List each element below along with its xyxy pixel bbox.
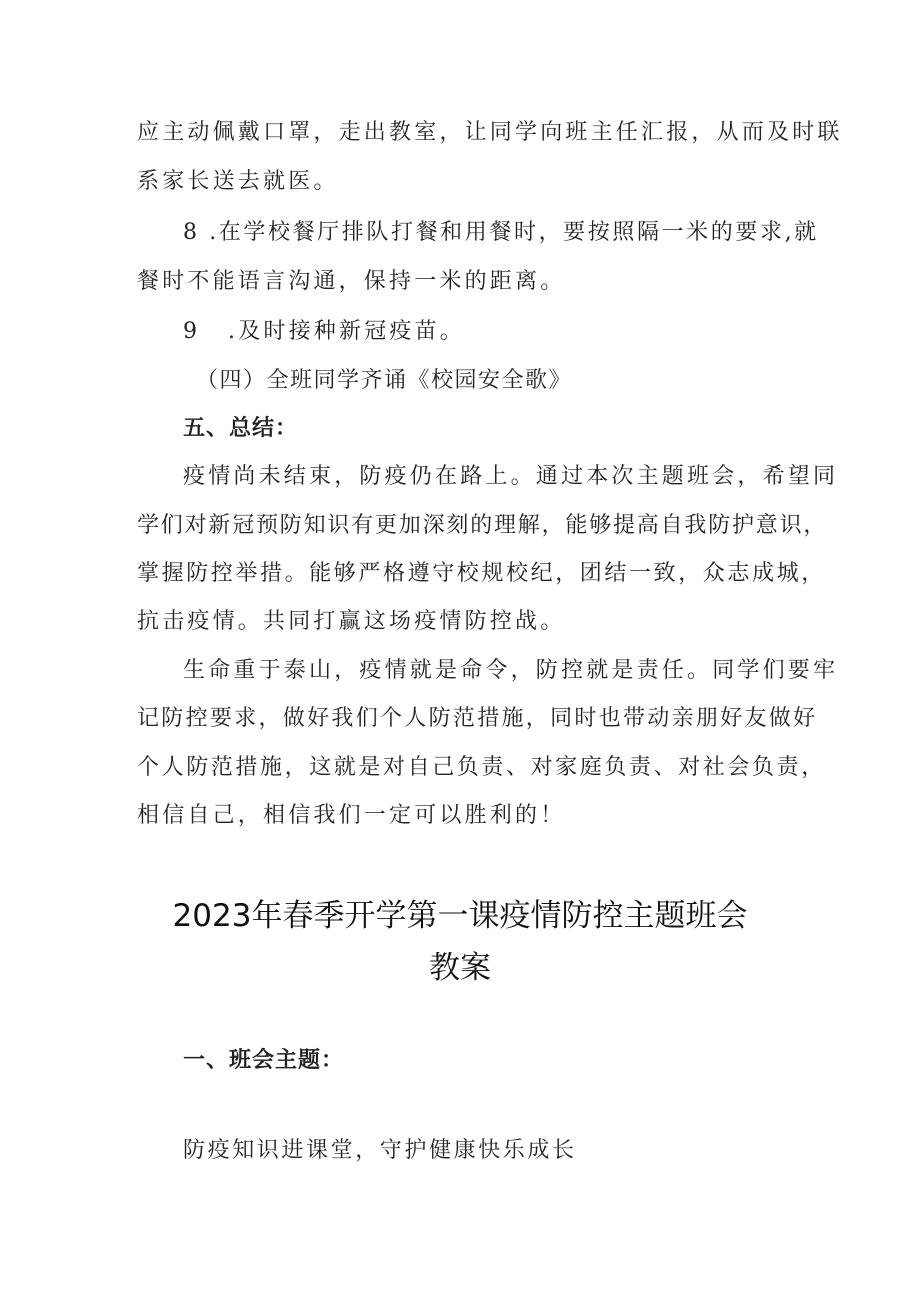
paragraph-line: 生命重于泰山，疫情就是命令，防控就是责任。同学们要牢 — [183, 658, 839, 683]
paragraph-line: 应主动佩戴口罩，走出教室，让同学向班主任汇报，从而及时联 — [137, 120, 843, 145]
list-item-9: .及时接种新冠疫苗。 — [228, 319, 465, 344]
subsection-heading: （四）全班同学齐诵《校园安全歌》 — [196, 368, 573, 393]
paragraph-line: 相信自己，相信我们一定可以胜利的！ — [137, 803, 566, 828]
list-item-9-number: 9 — [183, 319, 197, 344]
section-heading: 五、总结： — [183, 416, 299, 441]
paragraph-line: 抗击疫情。共同打赢这场疫情防控战。 — [137, 609, 566, 634]
document-title-line2: 教案 — [429, 950, 491, 986]
paragraph-line: 掌握防控举措。能够严格遵守校规校纪，团结一致，众志成城， — [137, 561, 826, 586]
paragraph-line: 记防控要求，做好我们个人防范措施，同时也带动亲朋好友做好 — [137, 706, 818, 731]
paragraph-line: 疫情尚未结束，防疫仍在路上。通过本次主题班会，希望同 — [183, 464, 839, 489]
paragraph-line: 个人防范措施，这就是对自己负责、对家庭负责、对社会负责， — [137, 755, 826, 780]
paragraph-line: 学们对新冠预防知识有更加深刻的理解，能够提高自我防护意识， — [137, 513, 828, 538]
list-item-8: 8 .在学校餐厅排队打餐和用餐时，要按照隔一米的要求,就 — [183, 220, 819, 245]
paragraph-line: 防疫知识进课堂，守护健康快乐成长 — [183, 1138, 577, 1163]
document-title: 2023年春季开学第一课疫情防控主题班会 — [172, 898, 748, 934]
list-item-8-continuation: 餐时不能语言沟通，保持一米的距离。 — [137, 269, 566, 294]
paragraph-line: 系家长送去就医。 — [137, 169, 339, 194]
section-heading: 一、班会主题： — [183, 1048, 345, 1073]
